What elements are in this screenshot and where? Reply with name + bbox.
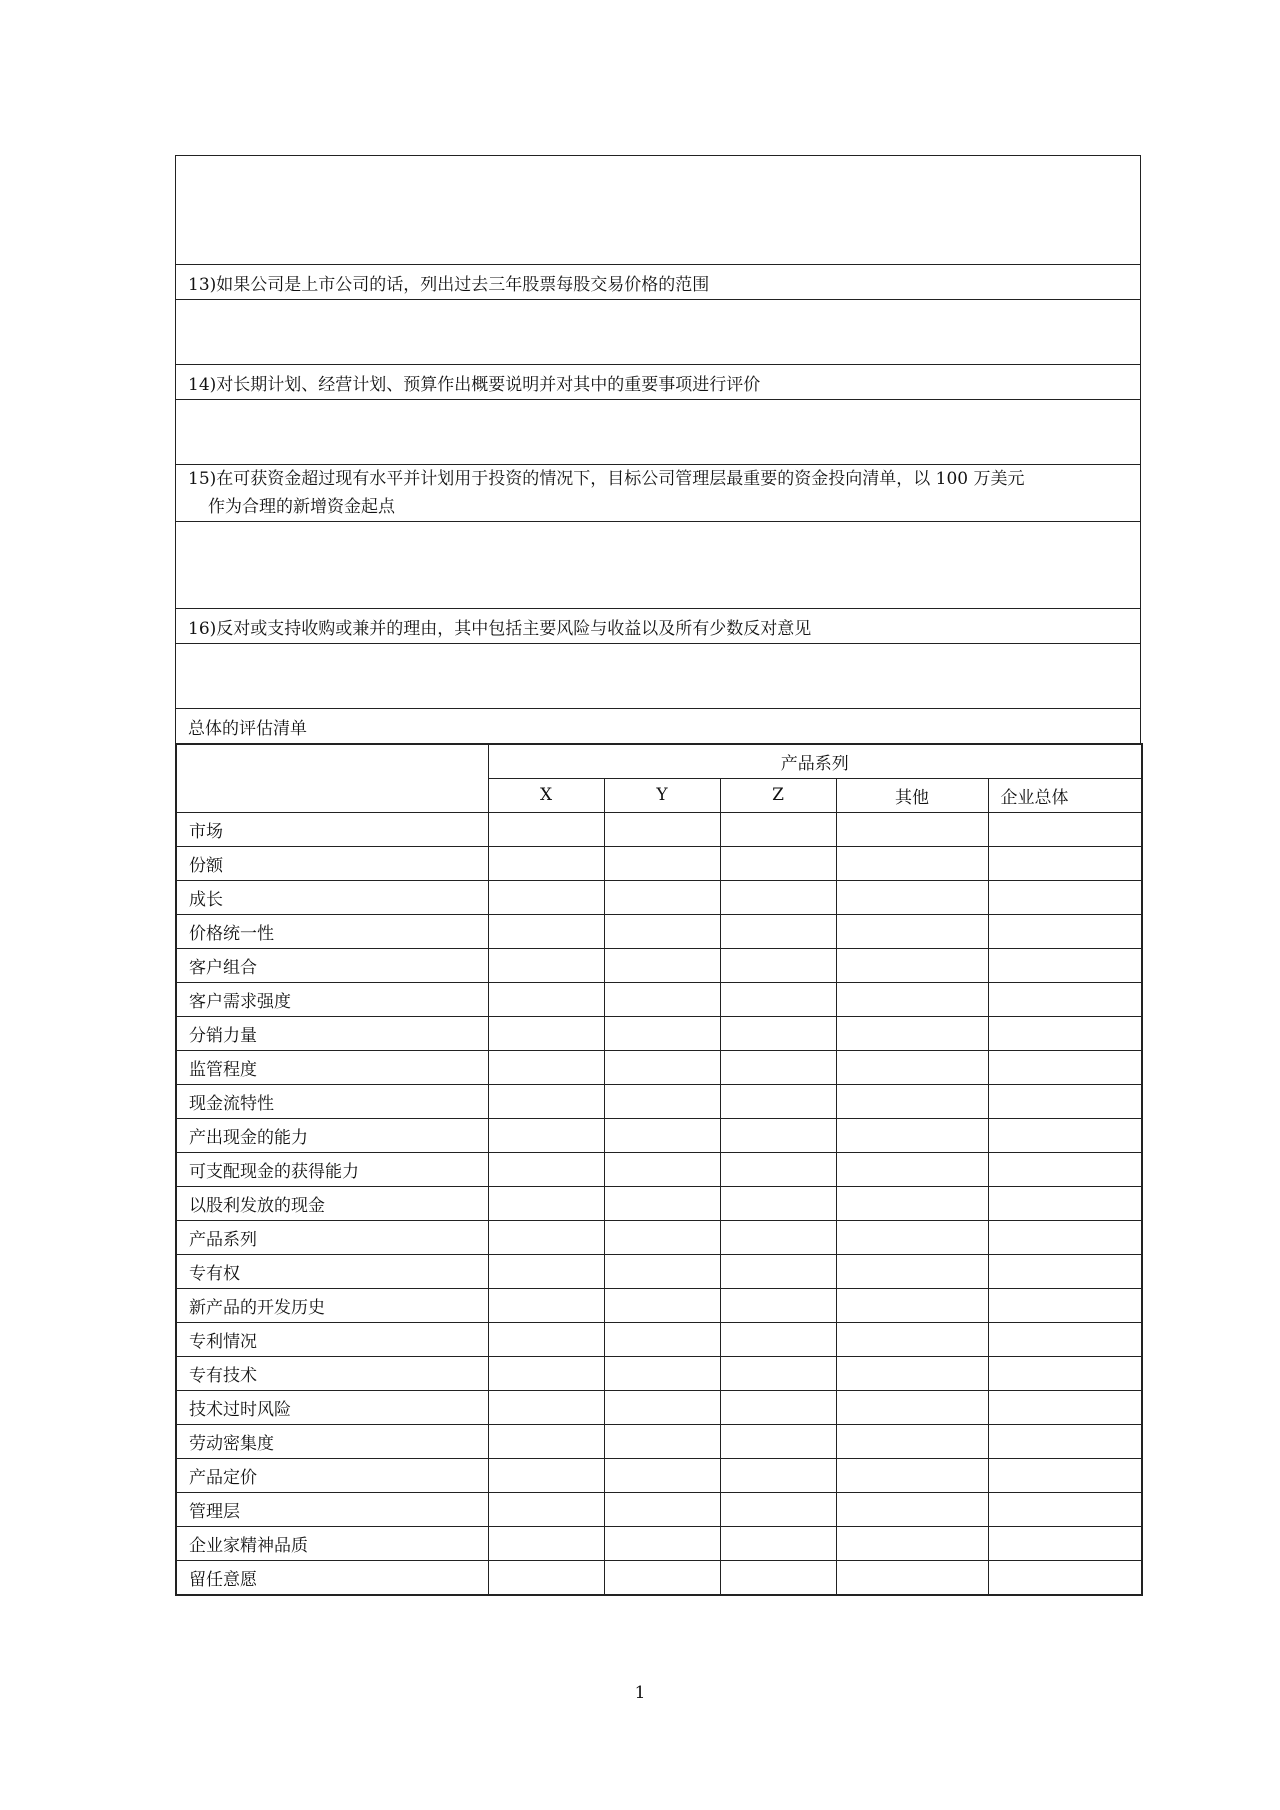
col-header-z: Z (720, 778, 836, 812)
evaluation-cell[interactable] (488, 1084, 604, 1118)
evaluation-cell[interactable] (988, 1152, 1142, 1186)
evaluation-cell[interactable] (604, 880, 720, 914)
evaluation-cell[interactable] (604, 1050, 720, 1084)
evaluation-cell[interactable] (720, 948, 836, 982)
evaluation-cell[interactable] (604, 1322, 720, 1356)
col-header-total: 企业总体 (988, 778, 1142, 812)
evaluation-cell[interactable] (836, 1492, 988, 1526)
evaluation-cell[interactable] (488, 1288, 604, 1322)
row-label: 企业家精神品质 (176, 1526, 488, 1560)
answer-cell-14[interactable] (176, 400, 1141, 465)
evaluation-cell[interactable] (604, 948, 720, 982)
row-label: 监管程度 (176, 1050, 488, 1084)
table-row (176, 1322, 1142, 1356)
evaluation-cell[interactable] (720, 1152, 836, 1186)
evaluation-cell[interactable] (836, 1288, 988, 1322)
evaluation-cell[interactable] (488, 1016, 604, 1050)
evaluation-cell[interactable] (836, 880, 988, 914)
answer-cell-16[interactable] (176, 644, 1141, 709)
question-16-label: 16)反对或支持收购或兼并的理由，其中包括主要风险与收益以及所有少数反对意见 (176, 609, 1141, 644)
evaluation-cell[interactable] (604, 812, 720, 846)
evaluation-cell[interactable] (604, 1288, 720, 1322)
evaluation-cell[interactable] (488, 1424, 604, 1458)
table-row (176, 1526, 1142, 1560)
table-row (176, 1356, 1142, 1390)
table-row (176, 812, 1142, 846)
evaluation-cell[interactable] (488, 1220, 604, 1254)
evaluation-cell[interactable] (604, 1186, 720, 1220)
table-row (176, 1254, 1142, 1288)
evaluation-cell[interactable] (604, 1118, 720, 1152)
evaluation-cell[interactable] (988, 914, 1142, 948)
evaluation-cell[interactable] (836, 1254, 988, 1288)
evaluation-cell[interactable] (488, 1050, 604, 1084)
evaluation-cell[interactable] (488, 1492, 604, 1526)
evaluation-cell[interactable] (720, 1390, 836, 1424)
evaluation-cell[interactable] (836, 1016, 988, 1050)
evaluation-cell[interactable] (836, 1356, 988, 1390)
evaluation-cell[interactable] (604, 1458, 720, 1492)
evaluation-cell[interactable] (720, 1356, 836, 1390)
answer-cell-13[interactable] (176, 300, 1141, 365)
evaluation-cell[interactable] (988, 1526, 1142, 1560)
table-row (176, 1424, 1142, 1458)
evaluation-cell[interactable] (836, 982, 988, 1016)
question-15-line2: 作为合理的新增资金起点 (208, 497, 395, 517)
evaluation-cell[interactable] (488, 982, 604, 1016)
evaluation-cell[interactable] (720, 846, 836, 880)
evaluation-cell[interactable] (720, 982, 836, 1016)
evaluation-cell[interactable] (604, 1084, 720, 1118)
evaluation-cell[interactable] (836, 914, 988, 948)
evaluation-cell[interactable] (720, 1288, 836, 1322)
product-series-header: 产品系列 (488, 744, 1142, 779)
table-row (176, 1084, 1142, 1118)
evaluation-cell[interactable] (488, 1458, 604, 1492)
evaluation-cell[interactable] (488, 1152, 604, 1186)
form-frame (175, 155, 1141, 1596)
evaluation-cell[interactable] (836, 1560, 988, 1595)
row-label: 劳动密集度 (176, 1424, 488, 1458)
evaluation-cell[interactable] (988, 1356, 1142, 1390)
evaluation-cell[interactable] (836, 846, 988, 880)
answer-cell-12[interactable] (176, 156, 1141, 265)
evaluation-cell[interactable] (988, 1424, 1142, 1458)
evaluation-cell[interactable] (488, 846, 604, 880)
table-row (176, 1186, 1142, 1220)
evaluation-cell[interactable] (604, 1390, 720, 1424)
evaluation-cell[interactable] (720, 914, 836, 948)
evaluation-cell[interactable] (488, 812, 604, 846)
evaluation-cell[interactable] (604, 914, 720, 948)
evaluation-cell[interactable] (836, 1526, 988, 1560)
evaluation-cell[interactable] (720, 1322, 836, 1356)
evaluation-cell[interactable] (988, 1186, 1142, 1220)
row-label: 客户需求强度 (176, 982, 488, 1016)
evaluation-title: 总体的评估清单 (176, 709, 1141, 744)
evaluation-cell[interactable] (988, 1254, 1142, 1288)
row-label: 产品定价 (176, 1458, 488, 1492)
evaluation-cell[interactable] (488, 1560, 604, 1595)
row-label: 分销力量 (176, 1016, 488, 1050)
row-label: 留任意愿 (176, 1560, 488, 1595)
table-row (176, 1152, 1142, 1186)
evaluation-cell[interactable] (604, 1016, 720, 1050)
evaluation-cell[interactable] (488, 1254, 604, 1288)
row-label: 价格统一性 (176, 914, 488, 948)
evaluation-cell[interactable] (836, 1152, 988, 1186)
evaluation-cell[interactable] (604, 1560, 720, 1595)
evaluation-cell[interactable] (720, 1560, 836, 1595)
row-label: 现金流特性 (176, 1084, 488, 1118)
evaluation-cell[interactable] (604, 1254, 720, 1288)
evaluation-cell[interactable] (604, 1220, 720, 1254)
evaluation-cell[interactable] (488, 1356, 604, 1390)
row-label: 市场 (176, 812, 488, 846)
question-14-label: 14)对长期计划、经营计划、预算作出概要说明并对其中的重要事项进行评价 (176, 365, 1141, 400)
evaluation-cell[interactable] (488, 1526, 604, 1560)
evaluation-cell[interactable] (604, 1152, 720, 1186)
evaluation-table (175, 743, 1143, 1596)
evaluation-cell[interactable] (720, 1016, 836, 1050)
evaluation-cell[interactable] (720, 1186, 836, 1220)
evaluation-cell[interactable] (604, 1424, 720, 1458)
evaluation-cell[interactable] (488, 914, 604, 948)
row-label: 份额 (176, 846, 488, 880)
page-number: 1 (634, 1683, 646, 1703)
evaluation-cell[interactable] (836, 1050, 988, 1084)
evaluation-cell[interactable] (488, 1322, 604, 1356)
evaluation-cell[interactable] (604, 1356, 720, 1390)
table-row (176, 948, 1142, 982)
row-label: 可支配现金的获得能力 (176, 1152, 488, 1186)
evaluation-cell[interactable] (988, 982, 1142, 1016)
evaluation-cell[interactable] (720, 812, 836, 846)
evaluation-cell[interactable] (488, 948, 604, 982)
evaluation-cell[interactable] (720, 1220, 836, 1254)
evaluation-cell[interactable] (836, 1458, 988, 1492)
row-label: 专有权 (176, 1254, 488, 1288)
evaluation-cell[interactable] (720, 1050, 836, 1084)
evaluation-cell[interactable] (720, 880, 836, 914)
evaluation-cell[interactable] (836, 1220, 988, 1254)
evaluation-cell[interactable] (988, 1084, 1142, 1118)
row-label: 产品系列 (176, 1220, 488, 1254)
evaluation-cell[interactable] (604, 1526, 720, 1560)
row-label: 技术过时风险 (176, 1390, 488, 1424)
table-row (176, 1560, 1142, 1595)
evaluation-cell[interactable] (988, 1118, 1142, 1152)
question-15-label (176, 465, 1141, 522)
evaluation-cell[interactable] (836, 1390, 988, 1424)
evaluation-cell[interactable] (720, 1458, 836, 1492)
table-row (176, 1050, 1142, 1084)
row-label: 产出现金的能力 (176, 1118, 488, 1152)
evaluation-cell[interactable] (988, 846, 1142, 880)
evaluation-cell[interactable] (836, 1118, 988, 1152)
evaluation-cell[interactable] (836, 948, 988, 982)
evaluation-cell[interactable] (988, 948, 1142, 982)
col-header-other: 其他 (836, 778, 988, 812)
answer-cell-15[interactable] (176, 522, 1141, 609)
table-row (176, 1118, 1142, 1152)
evaluation-cell[interactable] (988, 1050, 1142, 1084)
evaluation-cell[interactable] (988, 1288, 1142, 1322)
evaluation-cell[interactable] (836, 1424, 988, 1458)
evaluation-cell[interactable] (488, 1118, 604, 1152)
row-label: 新产品的开发历史 (176, 1288, 488, 1322)
table-row (176, 1390, 1142, 1424)
evaluation-cell[interactable] (836, 1186, 988, 1220)
evaluation-cell[interactable] (488, 1390, 604, 1424)
row-label: 以股利发放的现金 (176, 1186, 488, 1220)
question-13-label: 13)如果公司是上市公司的话，列出过去三年股票每股交易价格的范围 (176, 265, 1141, 300)
table-row (176, 1288, 1142, 1322)
evaluation-cell[interactable] (720, 1118, 836, 1152)
row-label: 专利情况 (176, 1322, 488, 1356)
evaluation-cell[interactable] (988, 1322, 1142, 1356)
evaluation-cell[interactable] (604, 982, 720, 1016)
evaluation-cell[interactable] (988, 1492, 1142, 1526)
row-label: 成长 (176, 880, 488, 914)
row-label: 专有技术 (176, 1356, 488, 1390)
row-label: 管理层 (176, 1492, 488, 1526)
evaluation-cell[interactable] (836, 1322, 988, 1356)
row-label: 客户组合 (176, 948, 488, 982)
evaluation-cell[interactable] (720, 1254, 836, 1288)
evaluation-cell[interactable] (720, 1492, 836, 1526)
table-row (176, 1016, 1142, 1050)
evaluation-cell[interactable] (988, 812, 1142, 846)
evaluation-cell[interactable] (988, 1220, 1142, 1254)
evaluation-cell[interactable] (604, 846, 720, 880)
evaluation-cell[interactable] (488, 880, 604, 914)
col-header-y: Y (604, 778, 720, 812)
table-row (176, 1492, 1142, 1526)
col-header-x: X (488, 778, 604, 812)
evaluation-cell[interactable] (988, 1016, 1142, 1050)
table-row (176, 880, 1142, 914)
evaluation-cell[interactable] (836, 1084, 988, 1118)
table-row (176, 914, 1142, 948)
evaluation-cell[interactable] (604, 1492, 720, 1526)
evaluation-cell[interactable] (720, 1084, 836, 1118)
evaluation-cell[interactable] (988, 1560, 1142, 1595)
evaluation-cell[interactable] (488, 1186, 604, 1220)
evaluation-cell[interactable] (836, 812, 988, 846)
evaluation-cell[interactable] (720, 1424, 836, 1458)
questions-table (175, 155, 1141, 744)
table-row (176, 1458, 1142, 1492)
table-row (176, 982, 1142, 1016)
evaluation-cell[interactable] (988, 880, 1142, 914)
evaluation-cell[interactable] (988, 1390, 1142, 1424)
row-header-corner (176, 744, 488, 813)
evaluation-cell[interactable] (988, 1458, 1142, 1492)
question-15-line1: 15)在可获资金超过现有水平并计划用于投资的情况下，目标公司管理层最重要的资金投向清单，以 100 万美元 (188, 469, 1025, 489)
evaluation-body (176, 812, 1142, 1595)
table-row (176, 1220, 1142, 1254)
table-row (176, 846, 1142, 880)
evaluation-cell[interactable] (720, 1526, 836, 1560)
